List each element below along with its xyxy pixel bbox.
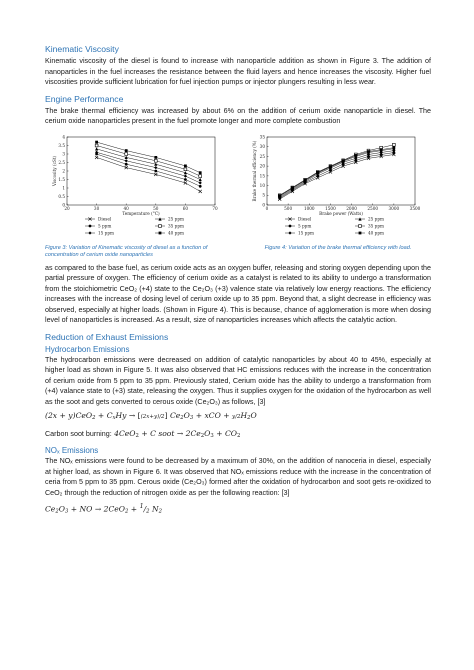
- data-point: [154, 166, 157, 169]
- data-point: [184, 178, 187, 181]
- ep-paragraph-1: The brake thermal efficiency was increased by about 6% on the addition of cerium oxide nanoparticle in diesel. The cerium oxide nanoparticles present in the fuel promote longer and more complete combustion: [45, 106, 431, 125]
- viscosity-chart: [45, 131, 231, 243]
- data-point: [380, 148, 383, 151]
- y-tick-label: 25: [259, 153, 265, 159]
- x-tick-label: 30: [93, 205, 100, 211]
- y-tick-label: 1.5: [58, 176, 65, 182]
- legend-marker: [289, 224, 292, 227]
- ep-heading: Engine Performance: [45, 93, 124, 104]
- legend-label: Diesel: [298, 216, 312, 221]
- series-diesel: [95, 155, 202, 192]
- legend-label: Diesel: [98, 216, 112, 221]
- y-tick-label: 15: [259, 172, 265, 178]
- x-tick-label: 3000: [388, 205, 400, 211]
- y-tick-label: 10: [259, 182, 265, 188]
- y-tick-label: 0.5: [58, 193, 65, 199]
- y-tick-label: 3.5: [58, 142, 65, 148]
- legend-marker: [159, 231, 162, 234]
- data-point: [354, 154, 357, 157]
- data-point: [125, 166, 128, 169]
- data-point: [125, 149, 128, 152]
- data-point: [278, 194, 281, 197]
- legend-label: 25 ppm: [368, 216, 384, 221]
- x-tick-label: 50: [153, 205, 159, 211]
- y-tick-label: 30: [259, 143, 265, 149]
- legend-marker: [88, 231, 91, 234]
- data-point: [154, 169, 157, 172]
- legend-label: 35 ppm: [168, 223, 184, 228]
- legend-label: 40 ppm: [168, 230, 184, 235]
- y-tick-label: 3: [62, 150, 65, 156]
- series-line: [280, 150, 394, 197]
- y-tick-label: 0: [62, 201, 65, 207]
- equation-soot: Carbon soot burning: 4CeO$_2$ + C soot → $2Ce_2O_3 + CO_2$: [45, 429, 241, 439]
- data-point: [154, 162, 157, 165]
- series-25-ppm: [278, 147, 395, 198]
- y-tick-label: 4: [62, 133, 65, 139]
- data-point: [95, 147, 98, 150]
- legend-label: 35 ppm: [368, 223, 384, 228]
- legend-marker: [359, 224, 362, 227]
- x-tick-label: 40: [123, 205, 129, 211]
- data-point: [184, 167, 187, 170]
- data-point: [199, 184, 202, 187]
- data-point: [125, 155, 128, 158]
- figure-4: [245, 131, 431, 259]
- x-tick-label: 70: [212, 205, 218, 211]
- series-15-ppm: [278, 149, 395, 199]
- legend: [85, 216, 184, 235]
- data-point: [95, 144, 98, 147]
- re-heading: Reduction of Exhaust Emissions: [45, 331, 169, 342]
- legend-marker: [359, 231, 362, 234]
- data-point: [184, 171, 187, 174]
- series-35-ppm: [278, 143, 395, 196]
- x-axis-label: Temperature (°C): [122, 210, 160, 216]
- y-axis-label: Viscosity (cSt): [52, 155, 57, 186]
- data-point: [154, 159, 157, 162]
- y-tick-label: 2: [62, 167, 65, 173]
- kv-heading: Kinematic Viscosity: [45, 44, 119, 54]
- y-tick-label: 5: [262, 192, 265, 198]
- data-point: [125, 152, 128, 155]
- data-point: [95, 140, 98, 143]
- series-line: [97, 148, 201, 179]
- data-point: [199, 189, 202, 192]
- ep-paragraph-2: as compared to the base fuel, as cerium oxide acts as an oxygen buffer, releasing and storing oxygen depending upon the partial pressure of oxygen. The efficiency of cerium oxide as a catalyst is related to its ability to undergo a transformation from the stoichiometric CeO₂ (+4) state to the Ce₂O₃ (+3) valence state via relatively low energy reactions. The efficiency increases with the increase of dosing level of cerium oxide up to 35 ppm. Beyond that, a slight decrease in efficiency was observed, especially at higher loads. (Shown in Figure 4). This is because, chance of agglomeration is more when dosing level of nanoparticles is increased. As a result, size of nanoparticles increases which affects the catalytic action.: [45, 263, 431, 324]
- x-tick-label: 20: [64, 205, 70, 211]
- series-diesel: [278, 152, 395, 200]
- data-point: [199, 181, 202, 184]
- y-tick-label: 35: [259, 133, 265, 139]
- data-point: [367, 150, 370, 153]
- series-line: [280, 154, 394, 199]
- document-page: [45, 44, 431, 521]
- legend: [285, 216, 384, 235]
- series-5-ppm: [278, 151, 395, 199]
- data-point: [184, 164, 187, 167]
- figure-3-caption: Figure 3: Variation of Kinematic viscosity of diesel as a function of concentration of cerium oxide nanoparticles: [45, 244, 208, 258]
- y-tick-label: 0: [262, 201, 265, 207]
- data-point: [304, 178, 307, 181]
- figure-3: [45, 131, 231, 259]
- legend-marker: [288, 231, 291, 234]
- hc-heading: Hydrocarbon Emissions: [45, 344, 130, 354]
- x-tick-label: 1000: [303, 205, 315, 211]
- x-tick-label: 500: [284, 205, 293, 211]
- nox-heading: NOₓ Emissions: [45, 446, 99, 455]
- series-line: [280, 152, 394, 198]
- x-tick-label: 2000: [346, 205, 357, 211]
- data-point: [184, 181, 187, 184]
- legend-label: 15 ppm: [298, 230, 314, 235]
- legend-marker: [89, 224, 92, 227]
- kv-paragraph: Kinematic viscosity of the diesel is found to increase with nanoparticle addition as shown in Figure 3. The addition of nanoparticles in the fuel increases the resistance between the fluid layers and hence increases the viscosity. Higher fuel viscosities provide sufficient lubrication for fuel injection pumps or injector plungers resulting in less wear.: [45, 57, 431, 86]
- data-point: [199, 174, 202, 177]
- data-point: [392, 146, 395, 149]
- y-tick-label: 2.5: [58, 159, 65, 165]
- x-axis-label: Brake power (Watts): [319, 210, 363, 216]
- legend-label: 15 ppm: [98, 230, 114, 235]
- data-point: [392, 143, 395, 146]
- data-point: [154, 172, 157, 175]
- data-point: [199, 177, 202, 180]
- legend-label: 5 ppm: [98, 223, 112, 228]
- x-tick-label: 0: [265, 205, 269, 211]
- legend-label: 40 ppm: [368, 230, 384, 235]
- soot-label: Carbon soot burning:: [45, 430, 112, 438]
- legend-label: 5 ppm: [298, 223, 312, 228]
- hc-paragraph: The hydrocarbon emissions were decreased on addition of catalytic nanoparticles by about 40 to 45%, especially at higher load as shown in Figure 5. It was also observed that HC emissions reduces with the increase in the concentration of cerium oxide from 5 ppm to 35 ppm. Previously stated, Cerium oxide has the ability to undergo a transformation from (+4) valance state to (+3) state, releasing the oxygen. Thus it supplies oxygen for the oxidation of the hydrocarbon as well as the soot and gets converted to cerous oxide (Ce₂O₃) as follows, [3]: [45, 355, 431, 406]
- figure-4-caption: Figure 4: Variation of the brake thermal efficiency with load.: [264, 244, 412, 251]
- series-line: [280, 148, 394, 196]
- y-axis-label: Brake thermal efficiency (%): [252, 140, 257, 201]
- data-point: [95, 155, 98, 158]
- data-point: [125, 159, 128, 162]
- legend-label: 25 ppm: [168, 216, 184, 221]
- equation-hc-oxidation: $(2x + y)CeO_2 + C_xHy \to [(2x+y)/2] Ce_2O_3$ + xCO + $y/2H_2O$: [45, 411, 257, 421]
- data-point: [199, 171, 202, 174]
- data-point: [291, 186, 294, 189]
- series-line: [97, 145, 201, 176]
- equation-nox-reduction: $Ce_2O_3$ + NO → $2CeO_2 + ^1/_2$ $N_2$: [45, 503, 163, 515]
- figures-row: [45, 131, 431, 259]
- x-tick-label: 3500: [409, 205, 421, 211]
- y-tick-label: 20: [259, 163, 265, 169]
- efficiency-chart: [245, 131, 431, 243]
- data-point: [184, 174, 187, 177]
- x-tick-label: 60: [182, 205, 189, 211]
- data-point: [316, 170, 319, 173]
- x-tick-label: 2500: [367, 205, 379, 211]
- nox-paragraph: The NOₓ emissions were found to be decreased by a maximum of 30%, on the addition of nanoceria in diesel, especially at higher load, as shown in Figure 6. It was observed that NOₓ emissions reduce with the increase in the concentration of ceria from 5 ppm to 35 ppm. Cerous oxide (Ce₂O₃) formed after the oxidation of hydrocarbon and soot gets re-oxidized to CeO₂ through the reduction of nitrogen oxide as per the following reaction: [3]: [45, 457, 431, 497]
- data-point: [342, 159, 345, 162]
- y-tick-label: 1: [62, 184, 65, 190]
- data-point: [154, 156, 157, 159]
- x-tick-label: 1500: [325, 205, 336, 211]
- legend-marker: [159, 224, 162, 227]
- data-point: [125, 162, 128, 165]
- data-point: [329, 165, 332, 168]
